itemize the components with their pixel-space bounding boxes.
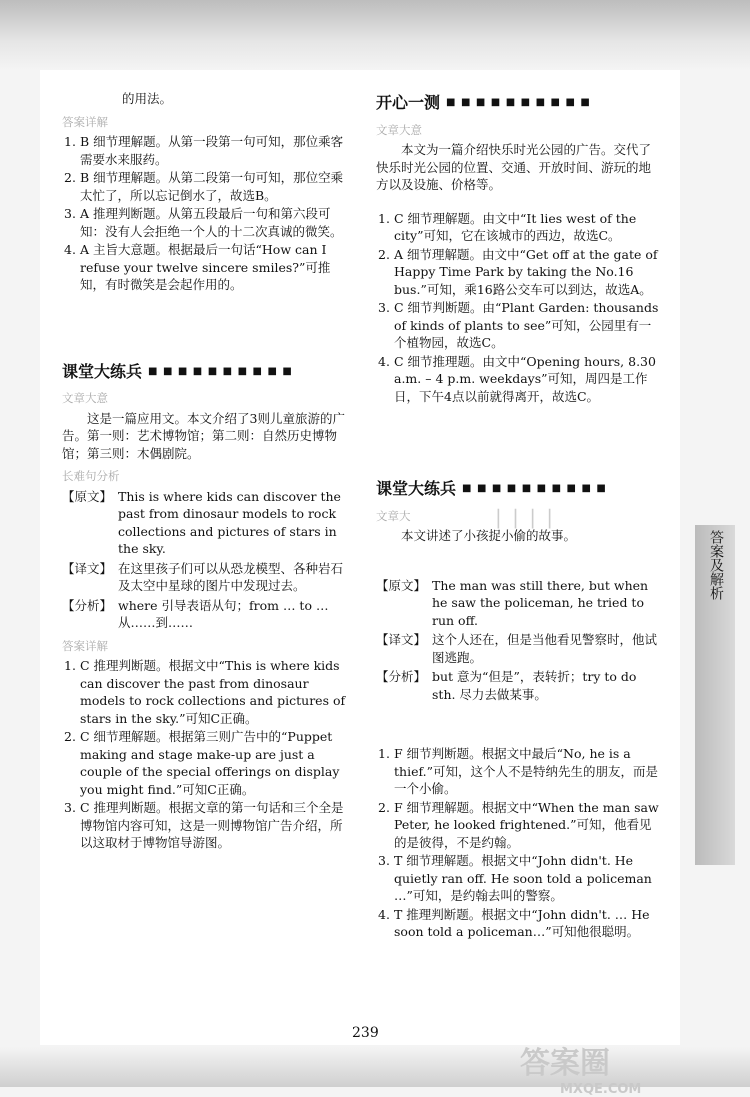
- answer-text: A 推理判断题。从第五段最后一句和第六段可知：没有人会拒绝一个人的十二次真诚的微笑。: [80, 206, 343, 239]
- tag-label: 【原文】: [62, 488, 113, 504]
- analysis-row: [376, 668, 661, 703]
- answer-item: [62, 133, 352, 168]
- answer-num: 1.: [378, 210, 390, 226]
- answer-item: [376, 799, 661, 852]
- answer-num: 3.: [64, 800, 76, 815]
- answer-num: 1.: [64, 658, 76, 673]
- original-row: [376, 577, 661, 630]
- answer-item: [376, 299, 661, 352]
- answer-num: 3.: [378, 853, 390, 868]
- overview-title: 文章大: [376, 508, 411, 523]
- answer-list: [62, 133, 352, 294]
- answers-title: 答案详解: [62, 114, 108, 129]
- intro-line: 的用法。: [122, 91, 173, 106]
- answer-text: C 细节理解题。根据第三则广告中的“Puppet making and stage make-up are just a couple of the special offerings on display you might find.”可知C正确。: [80, 729, 340, 797]
- answer-num: 2.: [378, 246, 390, 262]
- section-decoration: ■ ■ ■ ■ ■ ■ ■ ■ ■ ■: [446, 97, 591, 108]
- original-row: [62, 488, 352, 558]
- overview-text: 本文讲述了小孩捉小偷的故事。: [401, 528, 577, 543]
- answer-num: 3.: [378, 300, 390, 315]
- answer-num: 2.: [64, 170, 76, 185]
- section-heading: [62, 363, 352, 381]
- answer-item: [376, 210, 661, 245]
- answer-num: 4.: [64, 242, 76, 257]
- answer-text: T 推理判断题。根据文中“John didn't. … He soon told a policeman…”可知他很聪明。: [394, 906, 650, 939]
- answer-text: C 细节推理题。由文中“Opening hours, 8.30 a.m. – 4 p.m. weekdays”可知，周四是工作日，下午4点以前就得离开，故选C。: [394, 353, 656, 404]
- scan-top-edge: [0, 0, 750, 70]
- tag-text: but 意为“但是”，表转折；try to do sth. 尽力去做某事。: [432, 669, 637, 702]
- answer-text: A 细节理解题。由文中“Get off at the gate of Happy Time Park by taking the No.16 bus.”可知，乘16路公交车可以到达，故选A。: [394, 246, 658, 297]
- answers-title: 答案详解: [62, 638, 108, 653]
- answer-text: A 主旨大意题。根据最后一句话“How can I refuse your twelve sincere smiles?”可推知，有时微笑是会起作用的。: [80, 242, 331, 292]
- answer-num: 3.: [64, 206, 76, 221]
- tag-text: 这个人还在，但是当他看见警察时，他试图逃跑。: [432, 632, 658, 665]
- tag-label: 【译文】: [62, 560, 113, 576]
- overview-title: 文章大意: [62, 391, 108, 405]
- left-column: [62, 90, 352, 853]
- tag-label: 【分析】: [376, 669, 427, 684]
- answer-num: 1.: [378, 746, 390, 761]
- answer-list: [376, 745, 661, 941]
- tag-text: where 引导表语从句；from … to … 从……到……: [118, 597, 329, 630]
- tag-text: 在这里孩子们可以从恐龙模型、各种岩石及太空中星球的图片中发现过去。: [118, 560, 344, 593]
- answer-item: [376, 906, 661, 941]
- answer-item: [376, 852, 661, 905]
- answer-text: C 推理判断题。根据文章的第一句话和三个全是博物馆内容可知，这是一则博物馆广告介绍，所以这取材于博物馆导游图。: [80, 800, 344, 850]
- answer-num: 1.: [64, 134, 76, 149]
- answer-item: [62, 657, 352, 727]
- tag-label: 【译文】: [376, 632, 427, 647]
- answer-num: 2.: [64, 729, 76, 744]
- tag-text: The man was still there, but when he saw the policeman, he tried to run off.: [432, 577, 649, 628]
- section-decoration: ■ ■ ■ ■ ■ ■ ■ ■ ■ ■: [148, 365, 293, 377]
- answer-text: T 细节理解题。根据文中“John didn't. He quietly ran off. He soon told a policeman …”可知，是约翰去叫的警察。: [394, 853, 652, 903]
- answer-item: [376, 353, 661, 406]
- tag-text: This is where kids can discover the past from dinosaur models to rock collections and pictures of stars in the sky.: [118, 488, 341, 556]
- side-tab-label: 答案及解析: [708, 530, 724, 600]
- answer-text: C 细节判断题。由“Plant Garden: thousands of kinds of plants to see”可知，公园里有一个植物园，故选C。: [394, 300, 659, 350]
- answer-item: [376, 745, 661, 798]
- tag-label: 【分析】: [62, 597, 113, 613]
- watermark-line2: MXQE.COM: [560, 1082, 642, 1097]
- answer-text: C 细节理解题。由文中“It lies west of the city”可知，它在该城市的西边，故选C。: [394, 210, 637, 243]
- section-decoration: ■ ■ ■ ■ ■ ■ ■ ■ ■ ■: [462, 483, 607, 494]
- answer-list: [376, 210, 661, 406]
- watermark-line1: 答案圈: [520, 1046, 610, 1081]
- translation-row: [376, 631, 661, 666]
- tag-label: 【原文】: [376, 577, 427, 593]
- answer-item: [62, 728, 352, 798]
- overview-text: 本文为一篇介绍快乐时光公园的广告。交代了快乐时光公园的位置、交通、开放时间、游玩的地方以及设施、价格等。: [376, 142, 652, 192]
- section-title: 开心一测: [376, 93, 441, 112]
- answer-num: 2.: [378, 799, 390, 815]
- section-heading: [376, 480, 661, 498]
- overview-title: 文章大意: [376, 122, 422, 137]
- answer-text: F 细节理解题。根据文中“When the man saw Peter, he looked frightened.”可知，他看见的是彼得，不是约翰。: [394, 799, 659, 850]
- section-heading: [376, 94, 661, 112]
- answer-item: [62, 169, 352, 204]
- page-number: 239: [352, 1025, 379, 1041]
- section-title: 课堂大练兵: [376, 479, 457, 498]
- section-title: 课堂大练兵: [62, 361, 143, 381]
- answer-num: 4.: [378, 353, 390, 369]
- overview-text: 这是一篇应用文。本文介绍了3则儿童旅游的广告。第一则：艺术博物馆；第二则：自然历史博物馆；第三则：木偶剧院。: [62, 410, 345, 461]
- watermark: [520, 1038, 641, 1097]
- answer-item: [62, 205, 352, 240]
- answer-num: 4.: [378, 906, 390, 922]
- answer-text: C 推理判断题。根据文中“This is where kids can discover the past from dinosaur models to rock collections and pictures of stars in the sky.”可知C正确。: [80, 658, 346, 726]
- answer-item: [62, 799, 352, 852]
- translation-row: [62, 560, 352, 595]
- answer-item: [62, 241, 352, 294]
- analysis-row: [62, 597, 352, 632]
- answer-text: F 细节判断题。根据文中最后“No, he is a thief.”可知，这个人不是特纳先生的朋友，而是一个小偷。: [394, 746, 659, 796]
- answer-list: [62, 657, 352, 852]
- sentence-analysis-title: 长难句分析: [62, 469, 120, 483]
- scan-smudge: | | | |: [495, 505, 556, 529]
- answer-text: B 细节理解题。从第二段第一句可知，那位空乘太忙了，所以忘记倒水了，故选B。: [80, 170, 344, 203]
- answer-text: B 细节理解题。从第一段第一句可知，那位乘客需要水来服药。: [80, 134, 344, 167]
- answer-item: [376, 246, 661, 299]
